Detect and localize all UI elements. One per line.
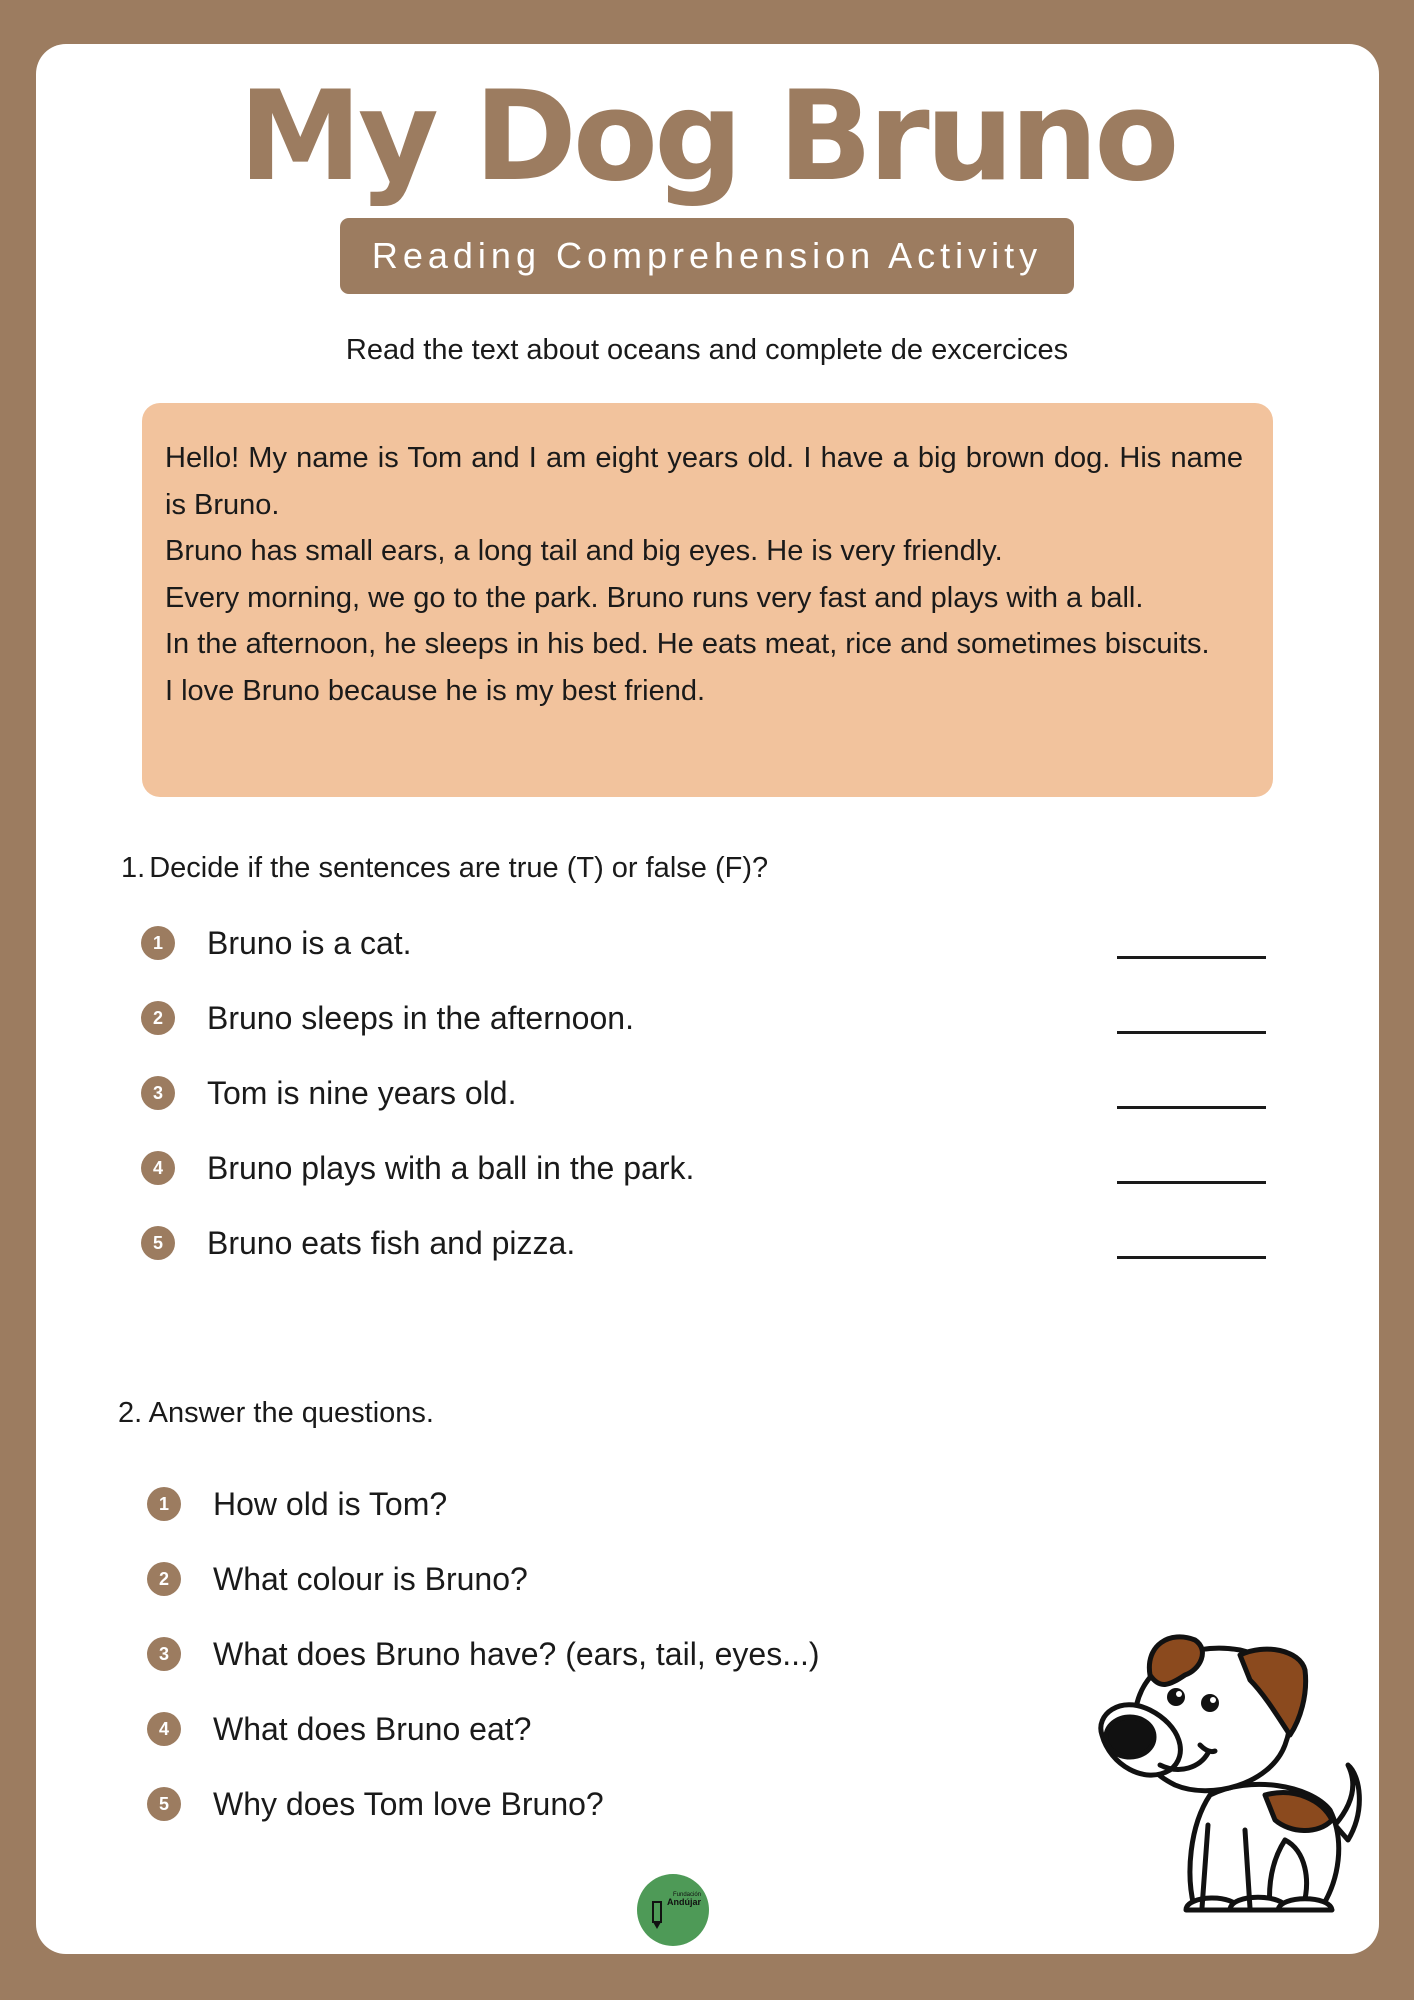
subtitle-banner: Reading Comprehension Activity xyxy=(340,218,1074,294)
reading-passage xyxy=(142,403,1273,797)
passage-paragraph: Every morning, we go to the park. Bruno runs very fast and plays with a ball. xyxy=(165,581,1144,614)
statement-text: Bruno eats fish and pizza. xyxy=(207,1224,576,1261)
statement-text: Bruno sleeps in the afternoon. xyxy=(207,999,634,1036)
answer-blank[interactable] xyxy=(1117,1256,1266,1259)
number-badge: 1 xyxy=(147,1487,181,1521)
number-badge: 1 xyxy=(141,926,175,960)
answer-blank[interactable] xyxy=(1117,1031,1266,1034)
logo-top-text: Fundación xyxy=(673,1892,702,1898)
number-badge: 4 xyxy=(141,1151,175,1185)
dog-illustration xyxy=(1090,1625,1370,1935)
question-text: How old is Tom? xyxy=(213,1485,448,1522)
passage-paragraph: Bruno has small ears, a long tail and big eyes. He is very friendly. xyxy=(165,535,1003,567)
true-false-item xyxy=(141,1140,694,1196)
true-false-item xyxy=(141,990,634,1046)
question-item xyxy=(147,1551,528,1607)
answer-blank[interactable] xyxy=(1117,1181,1266,1184)
true-false-item xyxy=(141,1215,575,1271)
passage-paragraph: In the afternoon, he sleeps in his bed. He eats meat, rice and sometimes biscuits. xyxy=(165,628,1210,660)
exercise-2-heading: 2. Answer the questions. xyxy=(118,1397,434,1429)
true-false-item xyxy=(141,915,412,971)
instructions-text: Read the text about oceans and complete de excercices xyxy=(345,334,1069,366)
question-text: Why does Tom love Bruno? xyxy=(213,1785,604,1822)
foundation-logo xyxy=(637,1874,709,1946)
question-text: What colour is Bruno? xyxy=(213,1560,528,1597)
number-badge: 5 xyxy=(147,1787,181,1821)
logo-name: Andújar xyxy=(667,1897,702,1907)
statement-text: Bruno plays with a ball in the park. xyxy=(207,1149,695,1186)
question-item xyxy=(147,1626,820,1682)
exercise-1-heading xyxy=(121,848,768,888)
question-text: What does Bruno have? (ears, tail, eyes...) xyxy=(213,1635,820,1672)
passage-paragraph: I love Bruno because he is my best friend. xyxy=(165,674,706,707)
question-item xyxy=(147,1701,531,1757)
exercise-1-heading-text: Decide if the sentences are true (T) or false (F)? xyxy=(149,852,769,884)
answer-blank[interactable] xyxy=(1117,1106,1266,1109)
number-badge: 3 xyxy=(147,1637,181,1671)
statement-text: Bruno is a cat. xyxy=(207,924,412,961)
number-badge: 4 xyxy=(147,1712,181,1746)
statement-text: Tom is nine years old. xyxy=(207,1074,517,1111)
exercise-1-number: 1. xyxy=(121,852,146,884)
question-item xyxy=(147,1776,604,1832)
number-badge: 5 xyxy=(141,1226,175,1260)
question-text: What does Bruno eat? xyxy=(213,1710,532,1747)
true-false-item xyxy=(141,1065,516,1121)
number-badge: 3 xyxy=(141,1076,175,1110)
page-title: My Dog Bruno xyxy=(238,65,1176,209)
number-badge: 2 xyxy=(147,1562,181,1596)
number-badge: 2 xyxy=(141,1001,175,1035)
question-item xyxy=(147,1476,447,1532)
answer-blank[interactable] xyxy=(1117,956,1266,959)
passage-paragraph: Hello! My name is Tom and I am eight years old. I have a big brown dog. His name is Bruno. xyxy=(165,442,1243,521)
pencil-icon xyxy=(637,1874,709,1946)
